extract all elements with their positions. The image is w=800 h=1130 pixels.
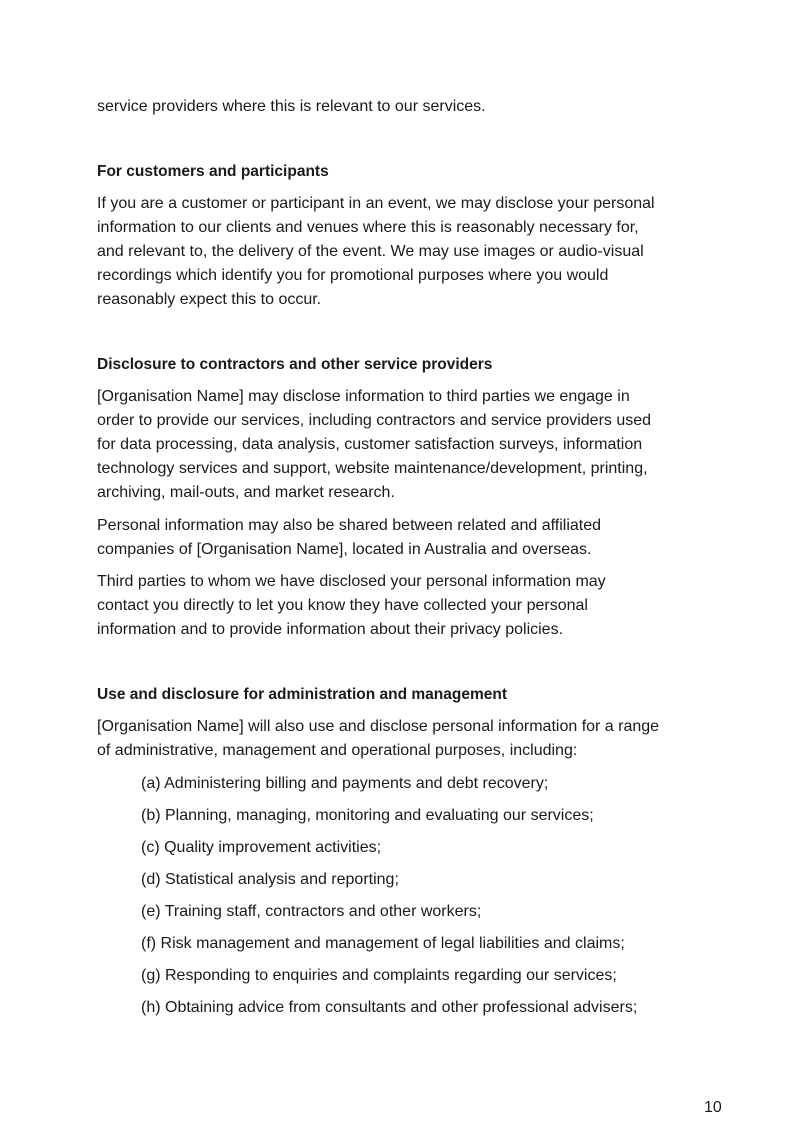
list-item: (g) Responding to enquiries and complaints regarding our services; — [141, 967, 617, 984]
list-item: (f) Risk management and management of legal liabilities and claims; — [141, 935, 625, 952]
list-item: (d) Statistical analysis and reporting; — [141, 871, 399, 888]
paragraph-line: of administrative, management and operational purposes, including: — [97, 742, 578, 759]
paragraph-line: technology services and support, website maintenance/development, printing, — [97, 460, 648, 477]
list-item: (e) Training staff, contractors and other workers; — [141, 903, 482, 920]
section-heading-contractors: Disclosure to contractors and other service providers — [97, 356, 493, 373]
paragraph-line: Third parties to whom we have disclosed your personal information may — [97, 573, 606, 590]
paragraph-line: contact you directly to let you know they have collected your personal — [97, 597, 588, 614]
paragraph-line: companies of [Organisation Name], located in Australia and overseas. — [97, 541, 592, 558]
paragraph-line: information and to provide information about their privacy policies. — [97, 621, 564, 638]
paragraph-line: reasonably expect this to occur. — [97, 291, 322, 308]
list-item: (a) Administering billing and payments and debt recovery; — [141, 775, 549, 792]
paragraph-line: archiving, mail-outs, and market research. — [97, 484, 395, 501]
paragraph-line: [Organisation Name] will also use and disclose personal information for a range — [97, 718, 660, 735]
section-heading-customers: For customers and participants — [97, 163, 329, 180]
paragraph-line: and relevant to, the delivery of the event. We may use images or audio-visual — [97, 243, 644, 260]
paragraph-line: information to our clients and venues where this is reasonably necessary for, — [97, 219, 639, 236]
paragraph-line: for data processing, data analysis, customer satisfaction surveys, information — [97, 436, 643, 453]
paragraph-line: If you are a customer or participant in an event, we may disclose your personal — [97, 195, 655, 212]
paragraph-line: recordings which identify you for promotional purposes where you would — [97, 267, 609, 284]
list-item: (h) Obtaining advice from consultants and other professional advisers; — [141, 999, 638, 1016]
section-heading-administration: Use and disclosure for administration and management — [97, 686, 507, 703]
list-item: (b) Planning, managing, monitoring and evaluating our services; — [141, 807, 594, 824]
paragraph-line: Personal information may also be shared between related and affiliated — [97, 517, 602, 534]
page-number: 10 — [704, 1099, 722, 1116]
paragraph-line: order to provide our services, including contractors and service providers used — [97, 412, 652, 429]
paragraph-line: [Organisation Name] may disclose information to third parties we engage in — [97, 388, 630, 405]
intro-line: service providers where this is relevant to our services. — [97, 98, 486, 115]
list-item: (c) Quality improvement activities; — [141, 839, 382, 856]
